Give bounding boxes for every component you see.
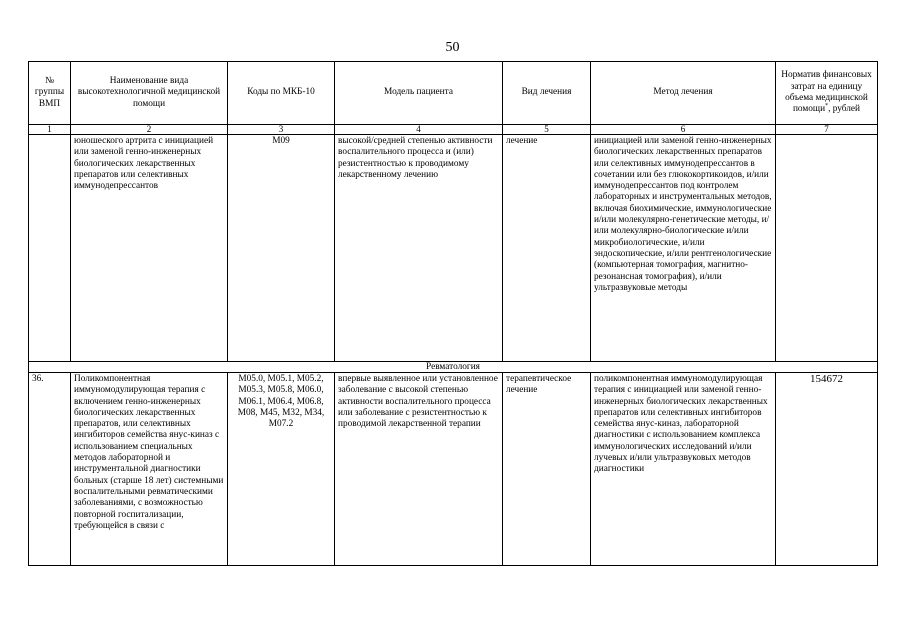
- cell-norm: [776, 135, 878, 362]
- header-group-number: № группы ВМП: [29, 62, 71, 125]
- header-cost-norm-main: Норматив финансовых затрат на единицу объема медицинской помощи: [781, 70, 872, 115]
- header-treatment-method: Метод лечения: [591, 62, 776, 125]
- column-number: 4: [335, 125, 503, 135]
- column-number: 5: [503, 125, 591, 135]
- section-title: Ревматология: [29, 362, 878, 373]
- column-number: 7: [776, 125, 878, 135]
- column-number: 6: [591, 125, 776, 135]
- table-row: [29, 135, 878, 362]
- header-patient-model: Модель пациента: [335, 62, 503, 125]
- table-row: [29, 373, 878, 566]
- cell-name: юношеского артрита с инициацией или заменой генно-инженерных биологических лекарственных препаратов или селективных иммунодепрессантов: [71, 135, 228, 362]
- cell-group: 36.: [29, 373, 71, 566]
- cell-model: впервые выявленное или установленное заболевание с высокой степенью активности воспалительного процесса или заболевание с резистентностью к проводимой лекарственной терапии: [335, 373, 503, 566]
- cell-norm: 154672: [776, 373, 878, 566]
- header-row: [29, 62, 878, 125]
- cell-codes: M05.0, M05.1, M05.2, M05.3, M05.8, M06.0, M06.1, M06.4, M06.8, M08, M45, M32, M34, M07.2: [228, 373, 335, 566]
- cell-codes: M09: [228, 135, 335, 362]
- cell-treatment-type: терапевтическое лечение: [503, 373, 591, 566]
- vmp-table: [28, 61, 878, 566]
- cell-method: инициацией или заменой генно-инженерных биологических лекарственных препаратов или селективных иммунодепрессантов в сочетании или без глюкокортикоидов, и/или иммунодепрессантов под контролем лабораторных и инструментальных методов, включая биохимические, иммунологические и/или молекулярно-генетические методы, и/или молекулярно-биологические и/или микробиологические, и/или эндоскопические, и/или рентгенологические (компьютерная томография, магнитно-резонансная томография), и/или ультразвуковые методы: [591, 135, 776, 362]
- header-icd-codes: Коды по МКБ-10: [228, 62, 335, 125]
- header-care-type: Наименование вида высокотехнологичной медицинской помощи: [71, 62, 228, 125]
- header-cost-norm-unit: , рублей: [828, 104, 861, 115]
- column-number: 1: [29, 125, 71, 135]
- cell-treatment-type: лечение: [503, 135, 591, 362]
- cell-model: высокой/средней степенью активности воспалительного процесса и (или) резистентностью к проводимому лекарственному лечению: [335, 135, 503, 362]
- header-cost-norm: [776, 62, 878, 125]
- cell-method: поликомпонентная иммуномодулирующая терапия с инициацией или заменой генно-инженерных биологических лекарственных препаратов или селективных ингибиторов семейства янус-киназ, лабораторной диагностики с использованием комплекса иммунологических исследований и/или лучевых и/или ультразвуковых методов диагностики: [591, 373, 776, 566]
- cell-name: Поликомпонентная иммуномодулирующая терапия с включением генно-инженерных биологических лекарственных препаратов, или селективных ингибиторов семейства янус-киназ с использованием специальных методов лабораторной и инструментальной диагностики больных (старше 18 лет) системными воспалительными ревматическими заболеваниями, с возможностью повторной госпитализации, требующейся в связи с: [71, 373, 228, 566]
- column-number: 3: [228, 125, 335, 135]
- column-number: 2: [71, 125, 228, 135]
- section-row: [29, 362, 878, 373]
- cell-group: [29, 135, 71, 362]
- column-number-row: [29, 125, 878, 135]
- footnote-mark: *: [825, 103, 829, 110]
- page-number: 50: [445, 40, 460, 55]
- header-treatment-type: Вид лечения: [503, 62, 591, 125]
